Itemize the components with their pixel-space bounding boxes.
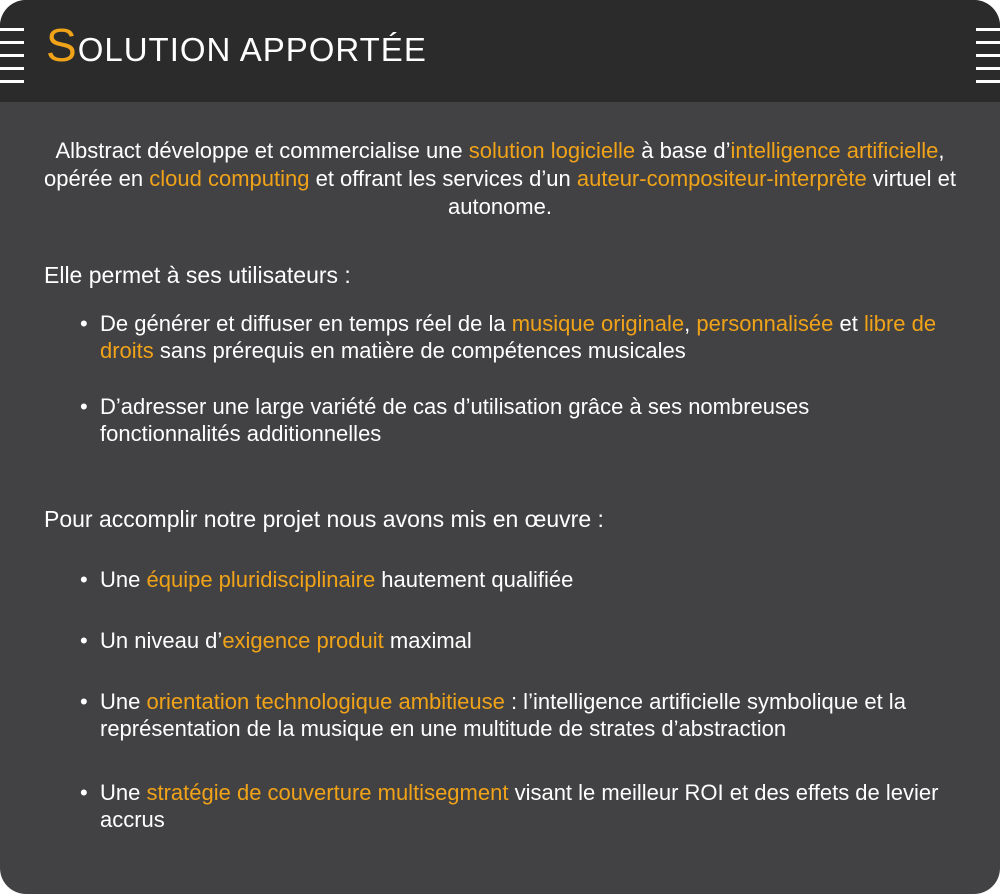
title-rest: OLUTION APPORTÉE (77, 31, 427, 68)
intro-highlight: cloud computing (149, 166, 310, 191)
page-title (46, 19, 427, 71)
list-item-text: D’adresser une large variété de cas d’utilisation grâce à ses nombreuses fonctionnalités additionnelles (100, 394, 810, 446)
list-item-text: hautement qualifiée (375, 567, 574, 592)
list-item-highlight: libre de droits (100, 311, 937, 363)
intro-text: à base d’ (635, 138, 731, 163)
list-item-text: Une (100, 689, 147, 714)
section-heading-users: Elle permet à ses utilisateurs : (44, 262, 351, 288)
list-item-text: , (684, 311, 697, 336)
list-item (80, 393, 900, 447)
intro-paragraph (40, 137, 960, 221)
list-item-highlight: stratégie de couverture multisegment (146, 780, 509, 805)
intro-text: , opérée en (44, 138, 945, 191)
panel-header (0, 0, 1000, 102)
intro-text: virtuel et autonome. (448, 166, 956, 219)
intro-text: et offrant les services d’un (309, 166, 577, 191)
list-item-text: et (833, 311, 864, 336)
list-item-highlight: exigence produit (222, 628, 384, 653)
list-item (80, 627, 960, 654)
list-item-text: : l’intelligence artificielle symbolique et la représentation de la musique en une multitude de strates d’abstraction (100, 689, 906, 741)
bullet-icon: • (80, 628, 88, 653)
bullet-icon: • (80, 567, 88, 592)
list-item (80, 566, 960, 593)
bullet-icon: • (80, 780, 88, 805)
list-item-highlight: équipe pluridisciplinaire (146, 567, 376, 592)
title-first-letter: S (46, 19, 78, 71)
list-item-highlight: personnalisée (696, 311, 834, 336)
list-item (80, 779, 950, 833)
list-item-text: visant le meilleur ROI et des effets de levier accrus (100, 780, 939, 832)
list-item-text: Une (100, 780, 147, 805)
bullet-icon: • (80, 311, 88, 336)
bullet-icon: • (80, 689, 88, 714)
bullet-icon: • (80, 394, 88, 419)
list-item-highlight: orientation technologique ambitieuse (146, 689, 505, 714)
list-item-text: sans prérequis en matière de compétences musicales (153, 338, 686, 363)
left-stripes-decoration (0, 28, 24, 93)
list-item-text: De générer et diffuser en temps réel de la (100, 311, 512, 336)
right-stripes-decoration (976, 28, 1000, 93)
list-item-text: Une (100, 567, 147, 592)
list-item-text: Un niveau d’ (100, 628, 223, 653)
intro-highlight: intelligence artificielle (730, 138, 939, 163)
list-item-highlight: musique originale (511, 311, 685, 336)
section-heading-project: Pour accomplir notre projet nous avons mis en œuvre : (44, 506, 604, 532)
intro-highlight: solution logicielle (468, 138, 636, 163)
list-item (80, 688, 960, 742)
list-item (80, 310, 945, 364)
intro-highlight: auteur-compositeur-interprète (576, 166, 867, 191)
list-item-text: maximal (383, 628, 472, 653)
intro-text: Albstract développe et commercialise une (55, 138, 469, 163)
